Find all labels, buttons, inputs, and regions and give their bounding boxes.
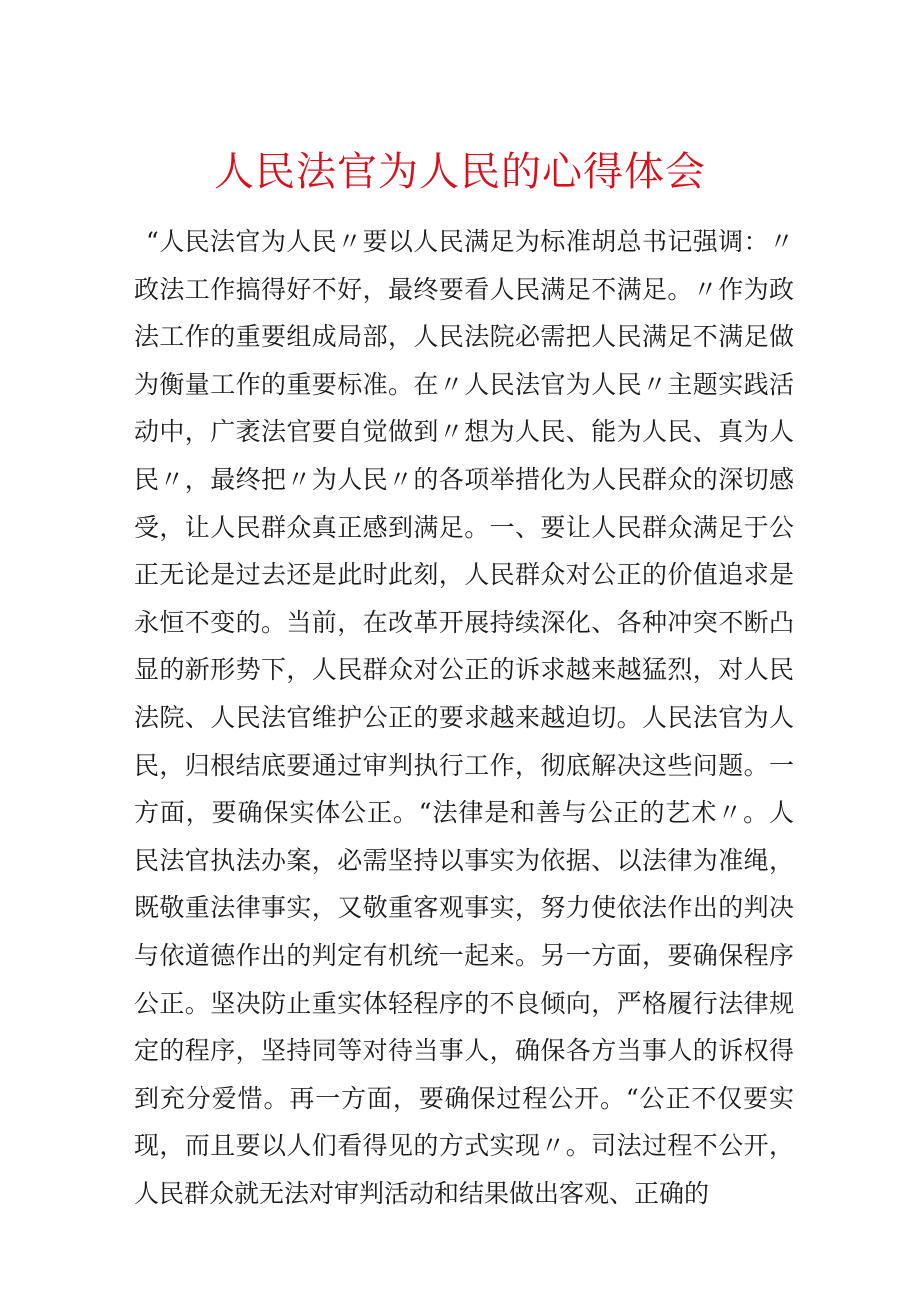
document-body-paragraph: “人民法官为人民〃要以人民满足为标准胡总书记强调：〃政法工作搞得好不好，最终要看人民满足不满足。〃作为政法工作的重要组成局部，人民法院必需把人民满足不满足做为衡量工作的重要标准。在〃人民法官为人民〃主题实践活动中，广袤法官要自觉做到〃想为人民、能为人民、真为人民〃，最终把〃为人民〃的各项举措化为人民群众的深切感受，让人民群众真正感到满足。一、要让人民群众满足于公正无论是过去还是此时此刻，人民群众对公正的价值追求是永恒不变的。当前，在改革开展持续深化、各种冲突不断凸显的新形势下，人民群众对公正的诉求越来越猛烈，对人民法院、人民法官维护公正的要求越来越迫切。人民法官为人民，归根结底要通过审判执行工作，彻底解决这些问题。一方面，要确保实体公正。“法律是和善与公正的艺术〃。人民法官执法办案，必需坚持以事实为依据、以法律为准绳，既敬重法律事实，又敬重客观事实，努力使依法作出的判决与依道德作出的判定有机统一起来。另一方面，要确保程序公正。坚决防止重实体轻程序的不良倾向，严格履行法律规定的程序，坚持同等对待当事人，确保各方当事人的诉权得到充分爱惜。再一方面，要确保过程公开。“公正不仅要实现，而且要以人们看得见的方式实现〃。司法过程不公开，人民群众就无法对审判活动和结果做出客观、正确的 [134, 227, 794, 1208]
document-title: 人民法官为人民的心得体会 [214, 149, 706, 195]
